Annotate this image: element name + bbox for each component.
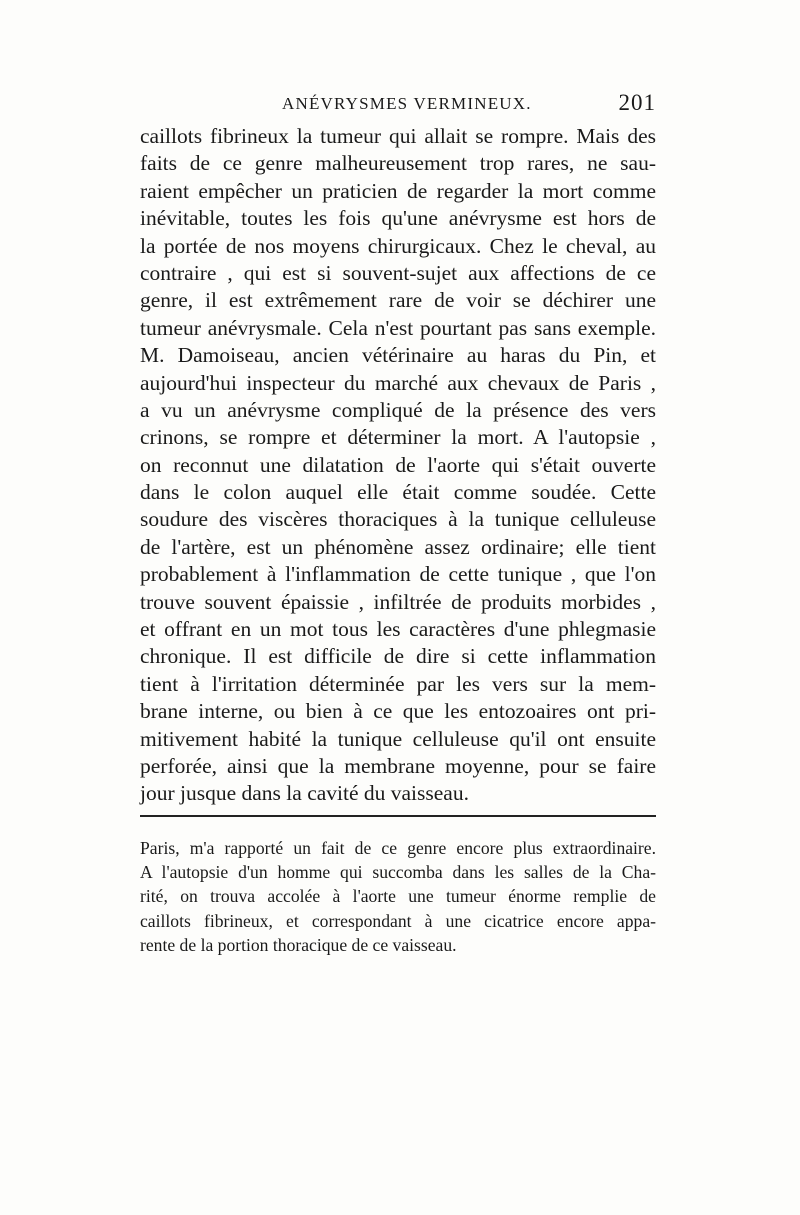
text-line: a vu un anévrysme compliqué de la présence des vers [140,397,656,422]
text-line: M. Damoiseau, ancien vétérinaire au haras du Pin, et [140,343,656,368]
text-line: soudure des viscères thoraciques à la tunique celluleuse [140,507,656,532]
running-head [140,90,656,120]
running-title: ANÉVRYSMES VERMINEUX. [282,94,532,113]
text-line: tient à l'irritation déterminée par les vers sur la mem- [140,671,656,696]
text-line: aujourd'hui inspecteur du marché aux chevaux de Paris , [140,370,656,395]
text-line: chronique. Il est difficile de dire si cette inflammation [140,644,656,669]
text-line: inévitable, toutes les fois qu'une anévrysme est hors de [140,206,656,231]
page-number: 201 [618,90,656,115]
text-line: faits de ce genre malheureusement trop rares, ne sau- [140,151,656,176]
text-line: jour jusque dans la cavité du vaisseau. [140,781,469,806]
text-line: crinons, se rompre et déterminer la mort. A l'autopsie , [140,425,656,450]
footnote-rule [140,815,656,817]
text-line: trouve souvent épaissie , infiltrée de produits morbides , [140,589,656,614]
text-line: perforée, ainsi que la membrane moyenne, pour se faire [140,753,656,778]
text-line: tumeur anévrysmale. Cela n'est pourtant pas sans exemple. [140,315,656,340]
text-line: et offrant en un mot tous les caractères d'une phlegmasie [140,617,656,642]
text-line: genre, il est extrêmement rare de voir se déchirer une [140,288,656,313]
footnote [140,836,656,957]
text-line: contraire , qui est si souvent-sujet aux affections de ce [140,260,656,285]
footnote-line: Paris, m'a rapporté un fait de ce genre encore plus extraordinaire. [140,838,656,858]
footnote-line: A l'autopsie d'un homme qui succomba dans les salles de la Cha- [140,862,656,883]
text-line: la portée de nos moyens chirurgicaux. Chez le cheval, au [140,233,656,258]
text-line: de l'artère, est un phénomène assez ordinaire; elle tient [140,534,656,559]
text-line: dans le colon auquel elle était comme soudée. Cette [140,480,656,505]
text-line: brane interne, ou bien à ce que les entozoaires ont pri- [140,699,656,724]
footnote-line: caillots fibrineux, et correspondant à une cicatrice encore appa- [140,910,656,931]
footnote-line: rité, on trouva accolée à l'aorte une tumeur énorme remplie de [140,886,656,907]
footnote-line: rente de la portion thoracique de ce vaisseau. [140,934,457,955]
text-line: mitivement habité la tunique celluleuse qu'il ont ensuite [140,726,656,751]
body-text [140,123,656,808]
text-line: caillots fibrineux la tumeur qui allait se rompre. Mais des [140,124,656,148]
text-line: on reconnut une dilatation de l'aorte qui s'était ouverte [140,452,656,477]
text-line: raient empêcher un praticien de regarder la mort comme [140,178,656,203]
text-line: probablement à l'inflammation de cette tunique , que l'on [140,562,656,587]
